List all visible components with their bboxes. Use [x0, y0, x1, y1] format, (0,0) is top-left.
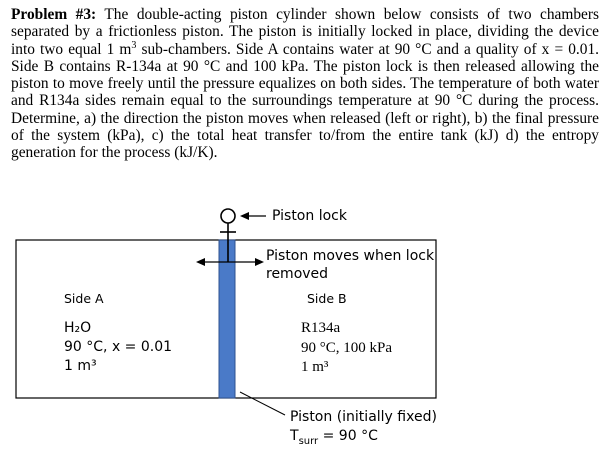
- piston-moves-label-line1: Piston moves when lock: [266, 248, 435, 264]
- piston-lock-arrowhead: [240, 212, 249, 220]
- side-a-title: Side A: [64, 291, 104, 306]
- piston: [219, 240, 235, 398]
- problem-text-part2: sub-chambers. Side A contains water at 90 °C and a quality of x = 0.01. Side B contains R-134a at 90 °C and 100 kPa. The piston lock is then released allowing the piston to move freely until the pressure equalizes on both sides. The temperature of both water and R134a sides remain equal to the surroundings temperature at 90 °C during the process. Determine, a) the direction the piston moves when released (left or right), b) the final pressure of the system (kPa), c) the total heat transfer to/from the entire tank (kJ) d) the entropy generation for the process (kJ/K).: [11, 40, 599, 162]
- piston-fixed-label: Piston (initially fixed): [290, 409, 437, 425]
- movement-arrowhead-left: [196, 258, 205, 266]
- tsurr-subscript: surr: [298, 435, 319, 447]
- problem-label: Problem #3:: [11, 6, 97, 23]
- side-a-volume: 1 m³: [64, 358, 97, 374]
- lock-ring: [221, 209, 235, 223]
- side-b-title: Side B: [307, 291, 347, 306]
- piston-moves-label-line2: removed: [266, 266, 329, 282]
- problem-text-part1: The double-acting piston cylinder shown below consists of two chambers separated by a frictionless piston. The piston is initially locked in place, dividing the device into two equal 1 m: [11, 6, 599, 58]
- side-b-volume: 1 m³: [301, 359, 329, 375]
- movement-arrowhead-right: [255, 258, 264, 266]
- side-a-state: 90 °C, x = 0.01: [64, 339, 173, 355]
- tsurr-value: = 90 °C: [318, 428, 378, 444]
- tsurr-label: [290, 427, 378, 451]
- side-b-state: 90 °C, 100 kPa: [301, 340, 393, 356]
- side-b-substance: R134a: [301, 320, 341, 336]
- piston-fixed-leader: [240, 392, 285, 415]
- problem-superscript: 3: [131, 39, 137, 51]
- piston-lock-label: Piston lock: [272, 208, 347, 224]
- side-a-substance: H₂O: [64, 320, 92, 336]
- tsurr-main: T: [290, 428, 299, 444]
